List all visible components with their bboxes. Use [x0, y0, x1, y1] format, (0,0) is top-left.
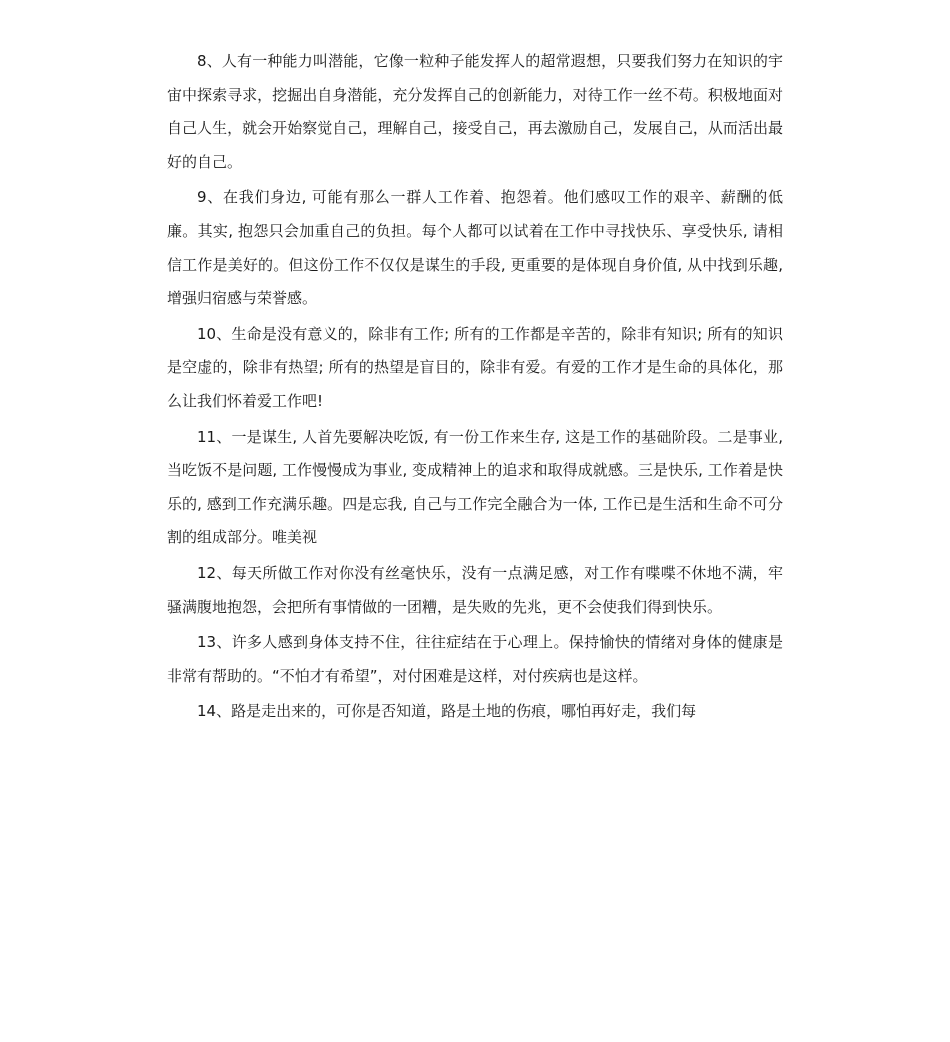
document-page — [167, 45, 783, 731]
paragraph-13: 13、许多人感到身体支持不住，往往症结在于心理上。保持愉快的情绪对身体的健康是非常有帮助的。“不怕才有希望”，对付困难是这样，对付疾病也是这样。 — [167, 633, 783, 685]
paragraph-12: 12、每天所做工作对你没有丝毫快乐，没有一点满足感，对工作有喋喋不休地不满，牢骚满腹地抱怨，会把所有事情做的一团糟，是失败的先兆，更不会使我们得到快乐。 — [167, 563, 783, 616]
paragraph-11: 11、一是谋生, 人首先要解决吃饭, 有一份工作来生存, 这是工作的基础阶段。二是事业, 当吃饭不是问题, 工作慢慢成为事业, 变成精神上的追求和取得成就感。三是快乐, 工作着是快乐的, 感到工作充满乐趣。四是忘我, 自己与工作完全融合为一体, 工作已是生活和生命不可分割的组成部分。唯美视 — [167, 427, 783, 547]
paragraph-10: 10、生命是没有意义的，除非有工作; 所有的工作都是辛苦的，除非有知识; 所有的知识是空虚的，除非有热望; 所有的热望是盲目的，除非有爱。有爱的工作才是生命的具体化，那么让我们怀着爱工作吧! — [167, 324, 783, 410]
paragraph-9: 9、在我们身边, 可能有那么一群人工作着、抱怨着。他们感叹工作的艰辛、薪酬的低廉。其实, 抱怨只会加重自己的负担。每个人都可以试着在工作中寻找快乐、享受快乐, 请相信工作是美好的。但这份工作不仅仅是谋生的手段, 更重要的是体现自身价值, 从中找到乐趣, 增强归宿感与荣誉感。 — [167, 188, 783, 308]
paragraph-8: 8、人有一种能力叫潜能，它像一粒种子能发挥人的超常遐想，只要我们努力在知识的宇宙中探索寻求，挖掘出自身潜能，充分发挥自己的创新能力，对待工作一丝不苟。积极地面对自己人生，就会开始察觉自己，理解自己，接受自己，再去激励自己，发展自己，从而活出最好的自己。 — [167, 52, 783, 171]
paragraph-14: 14、路是走出来的，可你是否知道，路是土地的伤痕，哪怕再好走，我们每 — [197, 702, 697, 721]
